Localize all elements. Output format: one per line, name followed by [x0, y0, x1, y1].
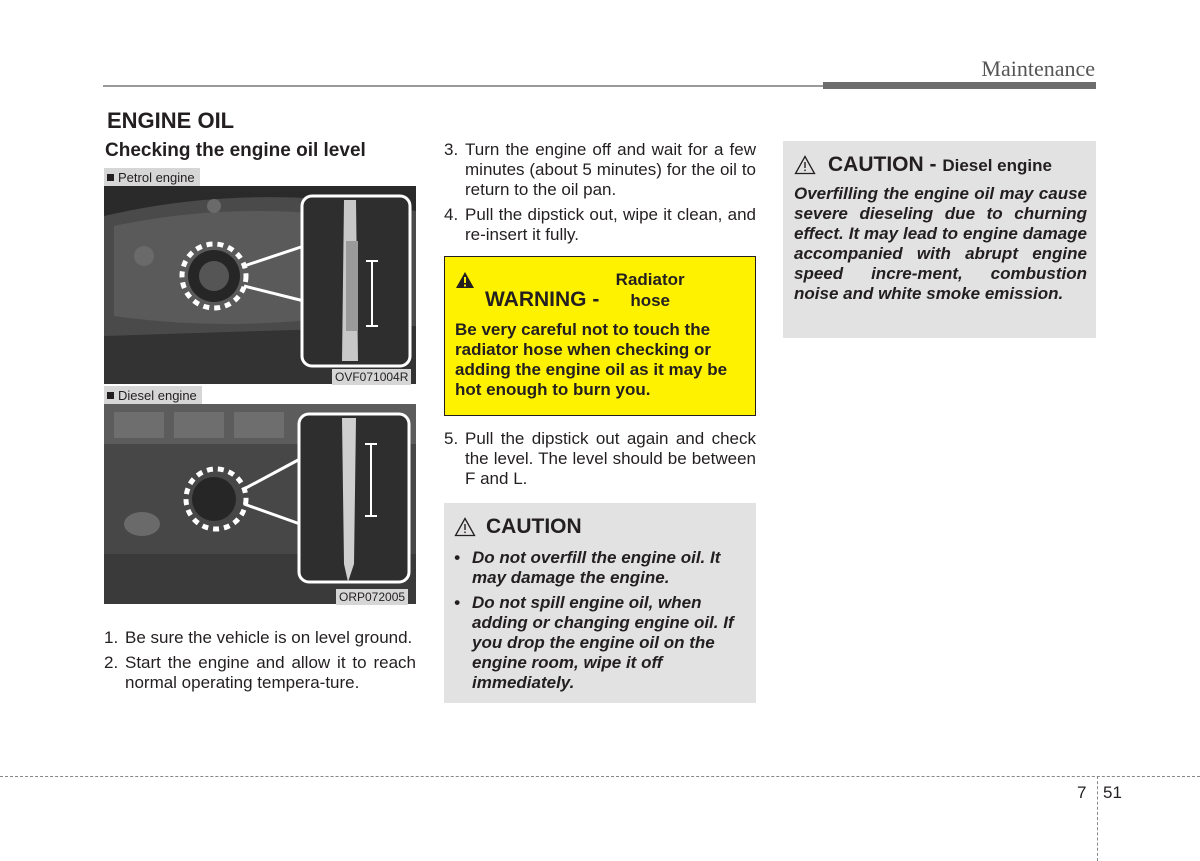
- diesel-engine-photo: [104, 404, 416, 604]
- caution-diesel-topic: Diesel engine: [942, 156, 1052, 175]
- caution-triangle-icon: [794, 153, 828, 180]
- caution-diesel-box: [783, 141, 1096, 338]
- page-number: 51: [1103, 783, 1122, 802]
- steps-middle-a: [444, 140, 756, 250]
- chapter-number: 7: [1077, 783, 1087, 802]
- figure-label-diesel: Diesel engine: [104, 386, 202, 405]
- square-bullet-icon: [107, 392, 114, 399]
- square-bullet-icon: [107, 174, 114, 181]
- caution-diesel-text: Overfilling the engine oil may cause severe dieseling due to churning effect. It may lead to engine damage accompanied with abrupt engine speed incre-ment, combustion noise and white smoke emission.: [794, 184, 1087, 303]
- section-subtitle: Checking the engine oil level: [105, 140, 366, 161]
- header-rule-accent: [823, 82, 1096, 89]
- figure-label-petrol: Petrol engine: [104, 168, 200, 187]
- warning-box: [444, 256, 756, 416]
- list-item: • Do not spill engine oil, when adding or changing engine oil. If you drop the engine oil on the engine room, wipe it off immediately.: [454, 593, 734, 692]
- list-item: 3. Turn the engine off and wait for a few minutes (about 5 minutes) for the oil to return to the oil pan.: [444, 140, 756, 199]
- list-item: 2. Start the engine and allow it to reach normal operating tempera-ture.: [104, 653, 416, 692]
- list-item: 1. Be sure the vehicle is on level ground.: [104, 628, 413, 647]
- warning-triangle-icon: [455, 269, 485, 294]
- footer-rule: [0, 776, 1200, 777]
- caution-list: [454, 548, 746, 693]
- caution-word: CAUTION: [486, 515, 582, 538]
- warning-word: WARNING -: [485, 288, 606, 311]
- caution-box: [444, 503, 756, 703]
- steps-left: [104, 628, 416, 698]
- warning-text: Be very careful not to touch the radiator hose when checking or adding the engine oil as it may be hot enough to burn you.: [455, 320, 728, 399]
- figure-code-diesel: ORP072005: [336, 589, 408, 605]
- warning-topic: Radiator hose: [615, 270, 685, 310]
- caution-diesel-word: CAUTION -: [828, 153, 943, 176]
- petrol-engine-photo: [104, 186, 416, 384]
- list-item: 5. Pull the dipstick out again and check the level. The level should be between F and L.: [444, 429, 756, 488]
- footer-divider: [1097, 776, 1098, 861]
- list-item: • Do not overfill the engine oil. It may damage the engine.: [454, 548, 721, 587]
- page-title: ENGINE OIL: [107, 108, 235, 133]
- figure-code-petrol: OVF071004R: [332, 369, 411, 385]
- steps-middle-b: [444, 429, 756, 494]
- section-title: Maintenance: [981, 56, 1095, 81]
- caution-triangle-icon: [454, 515, 486, 542]
- list-item: 4. Pull the dipstick out, wipe it clean, and re-insert it fully.: [444, 205, 756, 244]
